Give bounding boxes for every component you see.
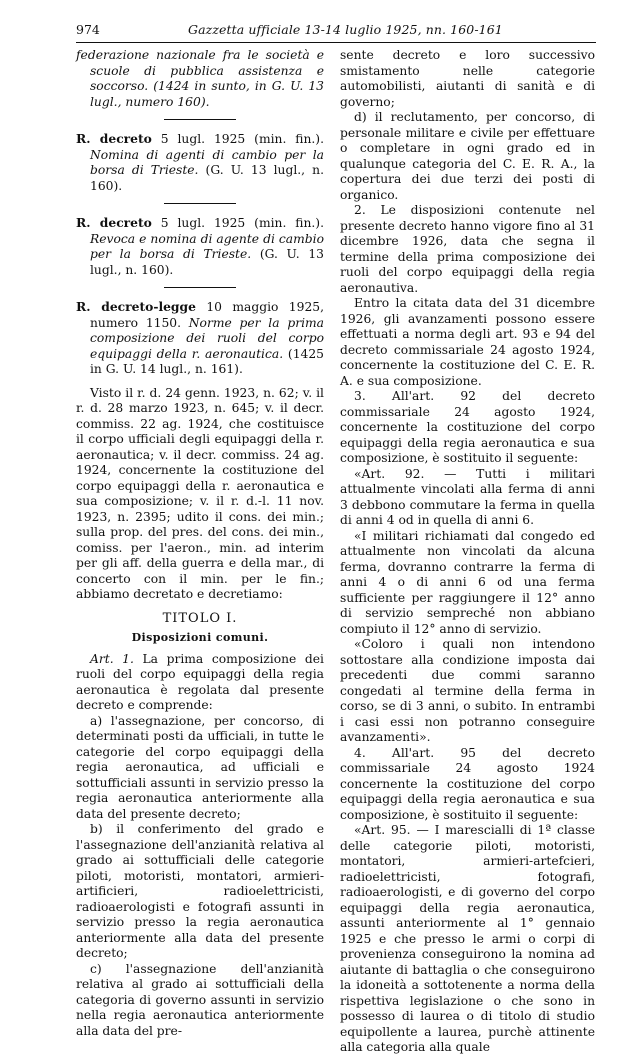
section-subtitle: Disposizioni comuni. <box>131 631 269 644</box>
item-b: b) il conferimento del grado e l'assegnazione dell'anzianità relativa al grado ai sottufficiali delle categorie piloti, motoristi, montatori, armieri-artificieri, radioelettricisti, radioaerologisti e fotografi assunti in servizio presso la regia aeronautica anteriormente alla data del presente decreto; <box>76 822 324 960</box>
article-2-paragraph: Entro la citata data del 31 dicembre 1926, gli avanzamenti possono essere effettuati a norma degli art. 93 e 94 del decreto commissariale 24 agosto 1924, concernente la costituzione del C. E. R. A. e sua composizione. <box>340 296 595 388</box>
preamble: Visto il r. d. 24 genn. 1923, n. 62; v. il r. d. 28 marzo 1923, n. 645; v. il decr. commiss. 22 ag. 1924, che costituisce il corpo ufficiali degli equipaggi della r. aeronautica; v. il decr. commiss. 24 ag. 1924, concernente la costituzione del corpo equipaggi della r. aeronautica e sua composizione; v. il r. d.-l. 11 nov. 1923, n. 2395; udito il cons. dei min.; sulla prop. del pres. del cons. dei min., comiss. per l'aeron., min. ad interim per gli aff. della guerra e della mar., di concerto con il min. per le fin.; abbiamo decretato e decretiamo: <box>76 385 324 601</box>
item-d: d) il reclutamento, per concorso, di personale militare e civile per effettuare o completare in ogni grado ed in qualunque categoria del C. E. R. A., la copertura dei due terzi dei posti di organico. <box>340 110 595 202</box>
quoted-art-92: «Art. 92. — Tutti i militari attualmente vincolati alla ferma di anni 3 debbono commutare la ferma in quella di anni 4 od in quella di anni 6. <box>340 466 595 527</box>
entry-decree-revoca: R. decreto 5 lugl. 1925 (min. fin.). Revoca e nomina di agente di cambio per la borsa di Trieste. (G. U. 13 lugl., n. 160). <box>76 215 324 277</box>
running-title: Gazzetta ufficiale 13-14 luglio 1925, nn. 160-161 <box>188 22 503 37</box>
header-rule <box>76 42 596 43</box>
item-c: c) l'assegnazione dell'anzianità relativa al grado ai sottufficiali della categoria di governo assunti in servizio nella regia aeronautica anteriormente alla data del pre- <box>76 961 324 1038</box>
entry-separator <box>164 203 236 204</box>
entry-decree-agents: R. decreto 5 lugl. 1925 (min. fin.). Nomina di agenti di cambio per la borsa di Trieste. (G. U. 13 lugl., n. 160). <box>76 131 324 193</box>
running-header <box>76 22 596 38</box>
entry-separator <box>164 287 236 288</box>
entry-decree-law: R. decreto-legge 10 maggio 1925, numero 1150. Norme per la prima composizione dei ruoli del corpo equipaggi della r. aeronautica. (1425 in G. U. 14 lugl., n. 161). <box>76 299 325 376</box>
quoted-art-95: «Art. 95. — I marescialli di 1ª classe delle categorie piloti, motoristi, montatori, armieri-artefcieri, radioelettricisti, fotografi, radioaerologisti, e di governo del corpo equipaggi della regia aeronautica, assunti anteriormente al 1° gennaio 1925 e che presso le armi o corpi di provenienza conseguirono la nomina ad aiutante di battaglia o che conseguirono la idoneità a sottotenente a norma della rispettiva legislazione o che sono in possesso di laurea o di titolo di studio equipollente a laurea, purchè attinente alla categoria alla quale <box>340 823 595 1054</box>
continued-entry: federazione nazionale fra le società e scuole di pubblica assistenza e soccorso. (1424 in sunto, in G. U. 13 lugl., numero 160). <box>76 48 324 109</box>
quoted-art-92-second: «I militari richiamati dal congedo ed attualmente non vincolati da alcuna ferma, dovranno contrarre la ferma di anni 4 o di anni 6 od una ferma sufficiente per raggiungere il 12° anno di servizio sempreché non abbiano compiuto il 12° anno di servizio. <box>340 528 595 636</box>
quoted-art-92-third: «Coloro i quali non intendono sottostare alla condizione imposta dai precedenti due commi saranno congedati al termine della ferma in corso, se di 3 anni, o subito. In entrambi i casi essi non potranno conseguire avanzamenti». <box>340 637 595 744</box>
article-2: 2. Le disposizioni contenute nel presente decreto hanno vigore fino al 31 dicembre 1926, data che segna il termine della prima composizione dei ruoli del corpo equipaggi della regia aeronautiva. <box>340 203 595 295</box>
entry-separator <box>164 119 236 120</box>
section-title: TITOLO I. <box>162 610 238 626</box>
article-4: 4. All'art. 95 del decreto commissariale 24 agosto 1924 concernente la costituzione del corpo equipaggi della regia aeronautica e sua composizione, è sostituito il seguente: <box>340 745 595 822</box>
left-column <box>76 48 324 1039</box>
continued-text: sente decreto e loro successivo smistamento nelle categorie automobilisti, aiutanti di sanità e di governo; <box>340 48 595 109</box>
right-column <box>340 48 595 1056</box>
item-a: a) l'assegnazione, per concorso, di determinati posti da ufficiali, in tutte le categorie del corpo equipaggi della regia aeronautica, ad ufficiali e sottufficiali assunti in servizio presso la regia aeronautica anteriormente alla data del presente decreto; <box>76 713 324 821</box>
article-1: Art. 1. La prima composizione dei ruoli del corpo equipaggi della regia aeronautica è regolata dal presente decreto e comprende: <box>76 651 324 712</box>
article-3: 3. All'art. 92 del decreto commissariale 24 agosto 1924, concernente la costituzione del corpo equipaggi della regia aeronautica e sua composizione, è sostituito il seguente: <box>340 389 595 465</box>
page-number: 974 <box>76 22 100 37</box>
